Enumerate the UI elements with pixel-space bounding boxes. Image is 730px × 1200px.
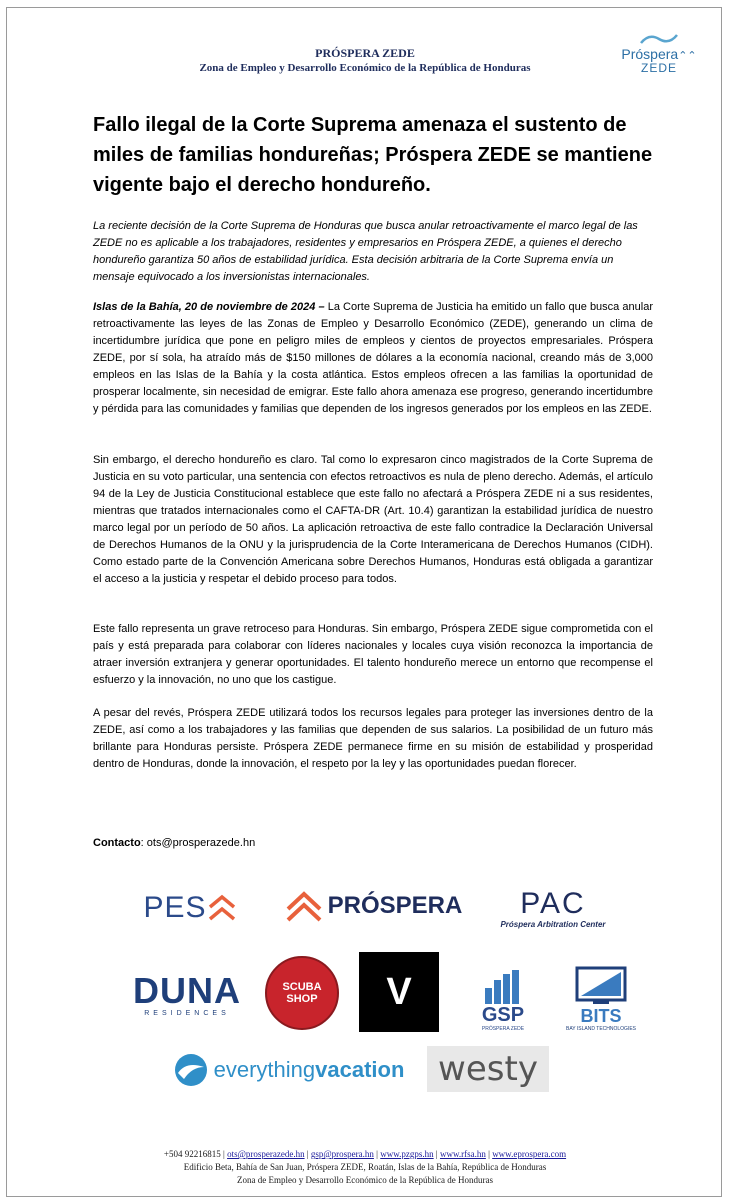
footer-phone: +504 92216815 | xyxy=(163,1149,225,1159)
vitalia-logo xyxy=(359,952,439,1032)
pes-chevron-icon xyxy=(207,893,237,923)
contact-email[interactable]: : ots@prosperazede.hn xyxy=(140,837,256,849)
prospera-zede-logo xyxy=(619,32,699,82)
document-page xyxy=(6,7,722,1197)
body-paragraph-1-text: La Corte Suprema de Justicia ha emitido un fallo que busca anular retroactivamente las leyes de las Zonas de Empleo y Desarrollo Económico (ZEDE), generando un clima de incertidumbre jurídica que pone en peligro miles de empleos y cientos de proyectos empresariales. Próspera ZEDE, por sí sola, ha atraído más de $150 millones de dólares a la economía nacional, creando más de 3,000 empleos en las Islas de la Bahía y la costa atlántica. Estos empleos ofrecen a las familias la oportunidad de prosperar localmente, sin necesidad de emigrar. Este fallo ahora amenaza ese progreso, generando incertidumbre y pérdida para las comunidades y familias que dependen de los ingresos generados por los empleos en las ZEDE. xyxy=(93,301,653,415)
headline: Fallo ilegal de la Corte Suprema amenaza el sustento de miles de familias hondureñas; Próspera ZEDE se mantiene vigente bajo el derecho hondureño. xyxy=(93,114,653,196)
footer-contact-line xyxy=(7,1148,723,1161)
chevron-up-icon: ⌃⌃ xyxy=(678,50,697,62)
duna-logo-subtitle: RESIDENCES xyxy=(144,1009,230,1017)
prospera-logo xyxy=(269,886,479,926)
letterhead-subtitle: Zona de Empleo y Desarrollo Económico de la República de Honduras xyxy=(199,62,531,74)
footer-separator: | xyxy=(306,1149,309,1159)
westy-logo xyxy=(427,1046,549,1092)
intro-paragraph: La reciente decisión de la Corte Suprema de Honduras que busca anular retroactivamente el marco legal de las ZEDE no es aplicable a los trabajadores, residentes y empresarios en Próspera ZEDE, a quienes el derecho hondureño garantiza 50 años de estabilidad jurídica. Esta decisión arbitraria de la Corte Suprema envía un mensaje equivocado a los inversionistas internacionales. xyxy=(93,220,638,283)
footer-separator: | xyxy=(488,1149,490,1159)
bits-logo-text: BITS xyxy=(580,1006,622,1026)
duna-logo-text: DUNA xyxy=(133,969,241,1011)
logo-line1: Próspera xyxy=(621,46,679,62)
footer-link-eprospera[interactable]: www.eprospera.com xyxy=(492,1149,567,1159)
everything-text: everything xyxy=(213,1057,316,1082)
everything-vacation-logo xyxy=(169,1048,409,1092)
page-footer xyxy=(7,1148,723,1187)
footer-separator: | xyxy=(435,1149,438,1159)
duna-logo xyxy=(117,964,257,1024)
sponsor-logos xyxy=(7,878,723,1108)
dateline: Islas de la Bahía, 20 de noviembre de 2024 – xyxy=(93,301,325,313)
pac-logo xyxy=(483,884,623,932)
footer-link-pzgps[interactable]: www.pzgps.hn xyxy=(380,1149,434,1159)
body-paragraph-4: A pesar del revés, Próspera ZEDE utilizará todos los recursos legales para proteger las inversiones dentro de la ZEDE, así como a los trabajadores y las familias que dependen de sus salarios. La posibilidad de un futuro más brillante para Honduras persiste. Próspera ZEDE permanece firme en su misión de estabilidad y prosperidad dentro de Honduras, donde la innovación, el respeto por la ley y las oportunidades puedan florecer. xyxy=(93,707,653,770)
scuba-logo-line1: SCUBA xyxy=(282,981,322,993)
footer-link-rfsa[interactable]: www.rfsa.hn xyxy=(439,1149,486,1159)
bits-logo xyxy=(563,954,639,1032)
footer-email-ots[interactable]: ots@prosperazede.hn xyxy=(227,1149,305,1159)
contact-label: Contacto xyxy=(93,837,141,849)
footer-email-gsp[interactable]: gsp@prospera.hn xyxy=(310,1149,374,1159)
body-paragraph-3: Este fallo representa un grave retroceso para Honduras. Sin embargo, Próspera ZEDE sigue comprometida con el país y está preparada para colaborar con líderes nacionales y locales cuya visión reconozca la importancia de atraer inversión extranjera y generar oportunidades. El talento hondureño merece un entorno que recompense el esfuerzo y la innovación, no uno que los castigue. xyxy=(93,623,653,686)
pac-logo-text: PAC xyxy=(520,886,586,920)
pes-logo-text: PES xyxy=(143,891,207,924)
letterhead xyxy=(7,46,723,76)
bits-monitor-icon xyxy=(573,966,629,1006)
footer-address: Edificio Beta, Bahía de San Juan, Próspera ZEDE, Roatán, Islas de la Bahía, República de Honduras xyxy=(183,1162,547,1172)
scuba-logo-line2: SHOP xyxy=(286,993,318,1005)
letterhead-org: PRÓSPERA ZEDE xyxy=(315,46,415,60)
scuba-shop-logo xyxy=(265,956,339,1030)
pes-logo xyxy=(135,888,245,928)
prospera-logo-text: PRÓSPERA xyxy=(327,892,463,919)
body-paragraph-1 xyxy=(93,299,653,418)
logo-line2: ZEDE xyxy=(640,61,677,75)
bits-logo-subtitle: BAY ISLAND TECHNOLOGIES xyxy=(565,1026,637,1032)
footer-separator: | xyxy=(376,1149,378,1159)
gsp-logo-text: GSP xyxy=(481,1004,525,1026)
footer-zone: Zona de Empleo y Desarrollo Económico de la República de Honduras xyxy=(237,1175,493,1185)
wave-icon xyxy=(639,32,679,44)
wave-circle-icon xyxy=(174,1053,208,1087)
vitalia-logo-text: V xyxy=(386,970,412,1013)
body-paragraph-2: Sin embargo, el derecho hondureño es claro. Tal como lo expresaron cinco magistrados de la Corte Suprema de Justicia en su voto particular, una sentencia con efectos retroactivos es nula de pleno derecho. Además, el artículo 94 de la Ley de Justicia Constitucional establece que este fallo no afectará a Próspera ZEDE ni a sus residentes, mientras que tratados internacionales como el CAFTA-DR (Art. 10.4) garantizan la estabilidad jurídica de nuestro marco legal por un período de 50 años. La aplicación retroactiva de este fallo contradice la Declaración Universal de Derechos Humanos de la ONU y la jurisprudencia de la Corte Interamericana de Derechos Humanos (CIDH). Como estado parte de la Convención Americana sobre Derechos Humanos, Honduras está obligada a garantizar el acceso a la justicia y respetar el debido proceso para todos. xyxy=(93,454,653,585)
pac-logo-subtitle: Próspera Arbitration Center xyxy=(500,919,606,929)
vacation-text: vacation xyxy=(315,1057,405,1082)
gsp-bars-icon xyxy=(483,970,523,1004)
gsp-logo xyxy=(471,952,535,1032)
contact-line xyxy=(93,835,255,852)
westy-logo-text: westy xyxy=(438,1049,538,1089)
prospera-chevron-icon xyxy=(286,889,322,923)
gsp-logo-subtitle: PRÓSPERA ZEDE xyxy=(481,1026,525,1032)
